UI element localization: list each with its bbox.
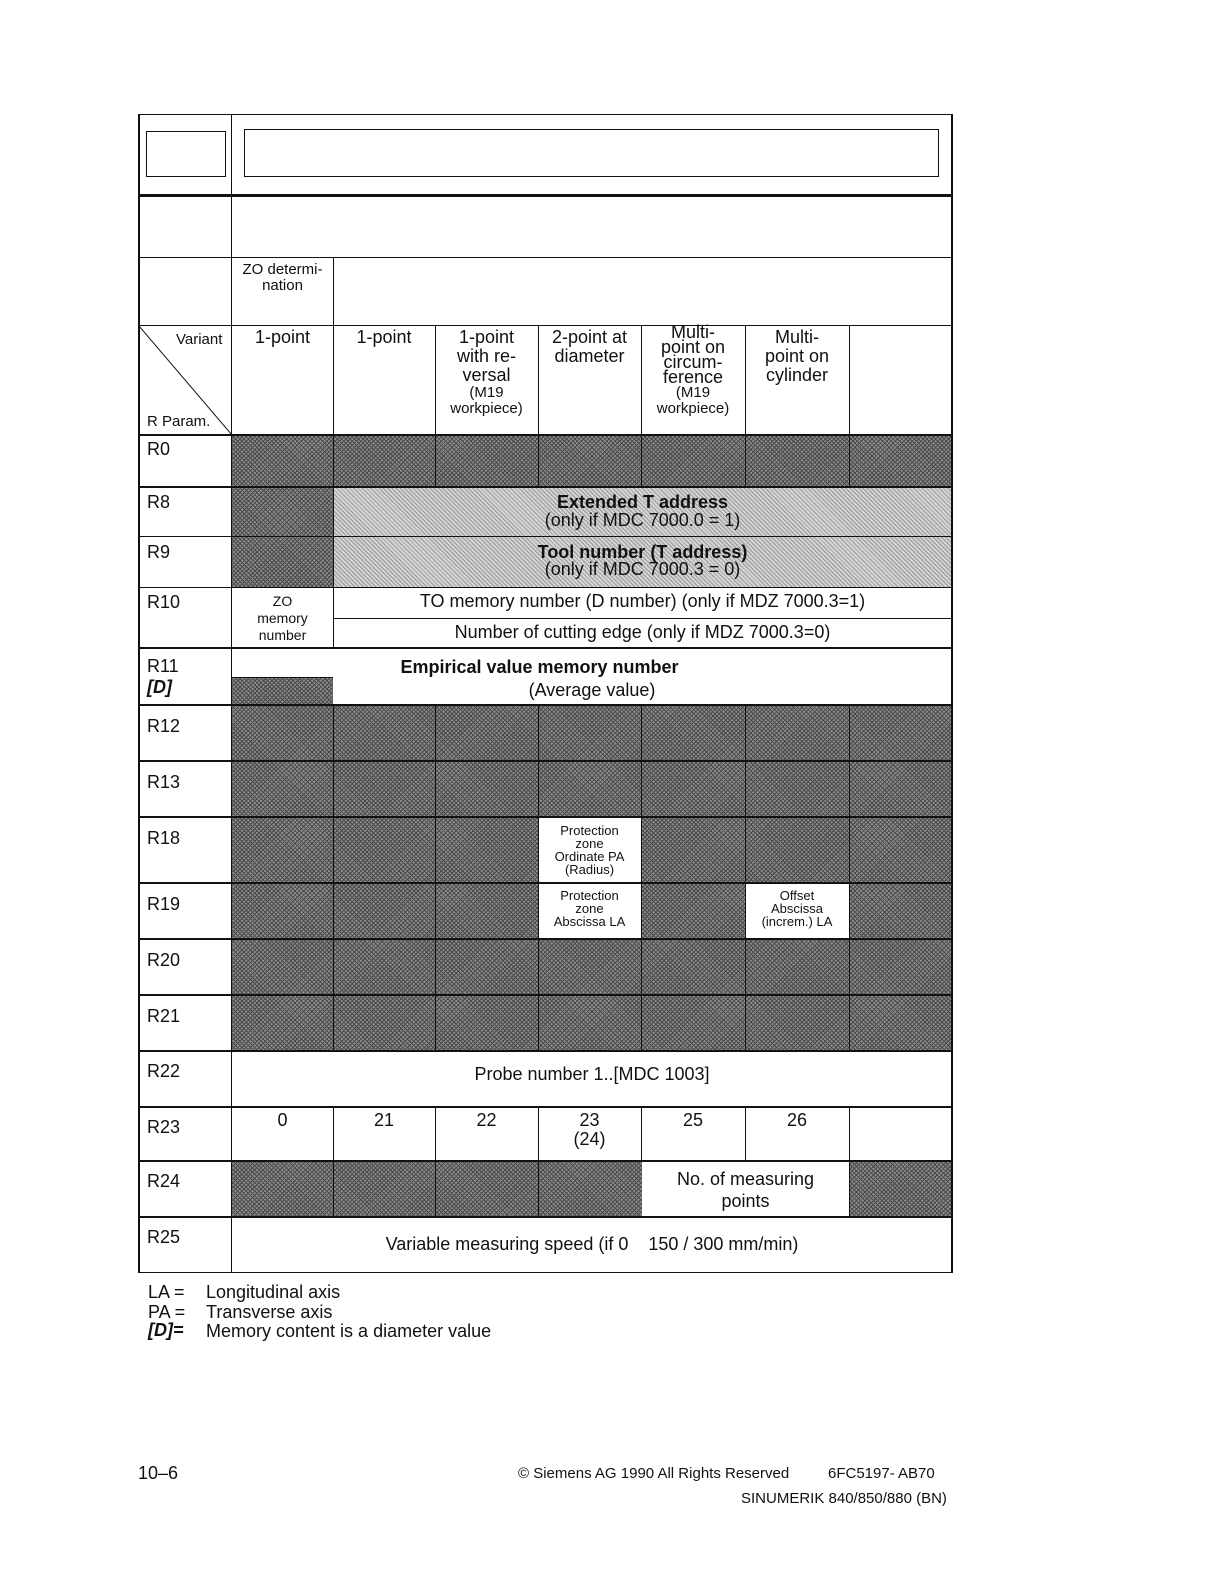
- rparam-label: R Param.: [147, 413, 211, 430]
- r23-value-5: 25: [682, 1110, 704, 1130]
- r25-measuring-speed: Variable measuring speed (if 0 150 / 300 mm/min): [385, 1234, 799, 1254]
- r19-protection-zone: Protection zone Abscissa LA: [553, 888, 626, 929]
- r10-to-memory-number: TO memory number (D number) (only if MDZ 7000.3=1): [419, 591, 866, 611]
- variant-col-1: 1-point: [254, 327, 311, 347]
- row-label-r24: R24: [147, 1171, 181, 1191]
- r23-value-6: 26: [786, 1110, 808, 1130]
- row-label-r22: R22: [147, 1061, 181, 1081]
- product-name: SINUMERIK 840/850/880 (BN): [741, 1490, 947, 1507]
- row-label-r11: R11: [147, 656, 179, 676]
- r11-empirical-value: Empirical value memory number (Average value): [400, 657, 679, 700]
- row-label-r8: R8: [147, 492, 171, 512]
- r23-value-1: 0: [277, 1110, 288, 1130]
- row-label-r10: R10: [147, 592, 181, 612]
- r19-offset-abscissa: Offset Abscissa (increm.) LA: [761, 888, 833, 929]
- copyright: © Siemens AG 1990 All Rights Reserved: [518, 1465, 790, 1482]
- row-label-r21: R21: [147, 1006, 181, 1026]
- r23-value-4: 23 (24): [573, 1110, 606, 1149]
- variant-col-4: 2-point at diameter: [551, 327, 628, 366]
- r9-tool-number: Tool number (T address) (only if MDC 7000.3 = 0): [537, 542, 748, 579]
- legend-pa-key: PA =: [148, 1302, 186, 1322]
- variant-col-3: 1-point with re- versal (M19 workpiece): [450, 327, 523, 417]
- r23-value-2: 21: [373, 1110, 395, 1130]
- page-number: 10–6: [138, 1463, 179, 1483]
- legend-d-value: Memory content is a diameter value: [206, 1321, 492, 1341]
- variant-label: Variant: [176, 331, 223, 348]
- order-number: 6FC5197- AB70: [828, 1465, 935, 1482]
- variant-col-5: Multi- point on circum- ference (M19 workpiece): [656, 322, 730, 417]
- r24-measuring-points: No. of measuring points: [676, 1169, 815, 1211]
- row-label-r18: R18: [147, 828, 181, 848]
- row-label-r20: R20: [147, 950, 181, 970]
- r18-protection-zone: Protection zone Ordinate PA (Radius): [554, 823, 625, 877]
- row-label-r12: R12: [147, 716, 181, 736]
- variant-col-6: Multi- point on cylinder: [764, 327, 830, 385]
- row-label-r0: R0: [147, 439, 171, 459]
- row-label-r13: R13: [147, 772, 181, 792]
- r23-value-3: 22: [476, 1110, 497, 1130]
- r10-cutting-edge-number: Number of cutting edge (only if MDZ 7000.3=0): [454, 622, 831, 642]
- variant-col-2: 1-point: [356, 327, 412, 347]
- r8-extended-t-address: Extended T address (only if MDC 7000.0 = 1): [544, 492, 741, 530]
- row-label-r23: R23: [147, 1117, 181, 1137]
- legend-la-value: Longitudinal axis: [206, 1282, 341, 1302]
- legend-la-key: LA =: [148, 1282, 185, 1302]
- legend-pa-value: Transverse axis: [206, 1302, 333, 1322]
- legend-d-key: [D]=: [148, 1320, 184, 1340]
- row-label-r25: R25: [147, 1227, 181, 1247]
- r22-probe-number: Probe number 1..[MDC 1003]: [474, 1064, 710, 1084]
- r10-zo-memory-number: ZO memory number: [257, 593, 308, 643]
- row-label-r9: R9: [147, 542, 171, 562]
- row-label-r19: R19: [147, 894, 181, 914]
- row-label-r11-diameter: [D]: [147, 677, 172, 697]
- zo-determination-header: ZO determi- nation: [242, 261, 323, 294]
